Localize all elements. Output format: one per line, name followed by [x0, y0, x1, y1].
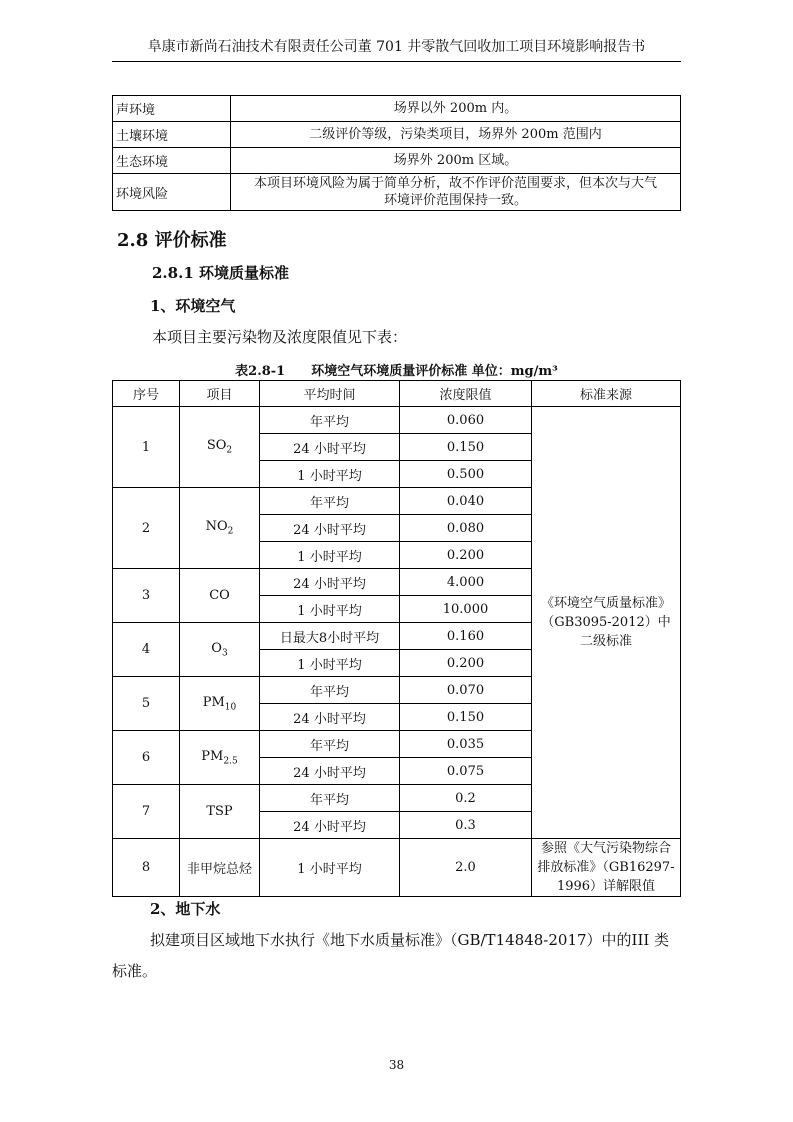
pollutant-name [180, 785, 260, 839]
concentration-limit: 0.500 [400, 461, 532, 488]
evaluation-scope-table [112, 95, 681, 211]
averaging-time: 24 小时平均 [260, 569, 400, 596]
averaging-time: 24 小时平均 [260, 758, 400, 785]
col-header: 序号 [113, 381, 180, 407]
averaging-time: 年平均 [260, 488, 400, 515]
standard-source: 参照《大气污染物综合排放标准》（GB16297-1996）详解限值 [532, 839, 681, 897]
groundwater-text: 拟建项目区域地下水执行《地下水质量标准》（GB/T14848-2017）中的III 类 [150, 931, 670, 949]
col-header: 浓度限值 [400, 381, 532, 407]
pollutant-subscript: 2 [227, 526, 234, 537]
averaging-time: 1 小时平均 [260, 461, 400, 488]
concentration-limit: 0.040 [400, 488, 532, 515]
averaging-time: 1 小时平均 [260, 650, 400, 677]
col-header: 平均时间 [260, 381, 400, 407]
scope-key: 土壤环境 [113, 122, 231, 148]
subsection-heading: 2.8.1 环境质量标准 [152, 264, 289, 282]
pollutant-subscript: 10 [224, 702, 237, 713]
table-caption: 表2.8-1 环境空气环境质量评价标准 单位：mg/m³ [235, 364, 558, 379]
pollutant-symbol: PM [201, 748, 224, 764]
concentration-limit: 0.200 [400, 542, 532, 569]
pollutant-symbol: 非甲烷总烃 [186, 862, 252, 877]
concentration-limit: 0.060 [400, 407, 532, 434]
pollutant-subscript: 2.5 [223, 756, 238, 767]
concentration-limit: 2.0 [400, 839, 532, 897]
table-row [113, 174, 681, 211]
scope-value: 场界以外 200m 内。 [231, 96, 681, 122]
pollutant-symbol: PM [202, 694, 225, 710]
pollutant-name [180, 623, 260, 677]
pollutant-name [180, 569, 260, 623]
averaging-time: 年平均 [260, 407, 400, 434]
groundwater-text-cont: 标准。 [112, 962, 158, 980]
scope-value: 场界外 200m 区域。 [231, 148, 681, 174]
groundwater-heading: 2、地下水 [150, 900, 221, 918]
averaging-time: 1 小时平均 [260, 542, 400, 569]
pollutant-name [180, 839, 260, 897]
averaging-time: 日最大8小时平均 [260, 623, 400, 650]
averaging-time: 24 小时平均 [260, 434, 400, 461]
row-number: 1 [113, 407, 180, 488]
row-number: 3 [113, 569, 180, 623]
pollutant-symbol: SO [206, 438, 227, 454]
pollutant-subscript: 3 [221, 648, 228, 659]
scope-key: 生态环境 [113, 148, 231, 174]
concentration-limit: 0.200 [400, 650, 532, 677]
concentration-limit: 0.080 [400, 515, 532, 542]
page-number: 38 [388, 1058, 405, 1072]
concentration-limit: 10.000 [400, 596, 532, 623]
concentration-limit: 0.075 [400, 758, 532, 785]
scope-value: 二级评价等级，污染类项目，场界外 200m 范围内 [231, 122, 681, 148]
pollutant-name [180, 407, 260, 488]
averaging-time: 年平均 [260, 677, 400, 704]
table-header-row [113, 381, 681, 407]
averaging-time: 年平均 [260, 731, 400, 758]
table-row [113, 839, 681, 897]
concentration-limit: 0.160 [400, 623, 532, 650]
section-heading: 2.8 评价标准 [117, 230, 227, 251]
scope-value: 本项目环境风险为属于简单分析，故不作评价范围要求，但本次与大气环境评价范围保持一致。 [231, 174, 681, 211]
averaging-time: 24 小时平均 [260, 515, 400, 542]
concentration-limit: 0.070 [400, 677, 532, 704]
row-number: 5 [113, 677, 180, 731]
averaging-time: 24 小时平均 [260, 704, 400, 731]
row-number: 6 [113, 731, 180, 785]
averaging-time: 24 小时平均 [260, 812, 400, 839]
concentration-limit: 4.000 [400, 569, 532, 596]
row-number: 2 [113, 488, 180, 569]
air-quality-table [112, 380, 681, 897]
averaging-time: 1 小时平均 [260, 596, 400, 623]
table-row [113, 122, 681, 148]
concentration-limit: 0.2 [400, 785, 532, 812]
table-row [113, 407, 681, 434]
pollutant-symbol: NO [205, 519, 228, 535]
pollutant-name [180, 677, 260, 731]
averaging-time: 年平均 [260, 785, 400, 812]
table-row [113, 148, 681, 174]
row-number: 7 [113, 785, 180, 839]
scope-key: 声环境 [113, 96, 231, 122]
pollutant-symbol: O [211, 640, 222, 656]
averaging-time: 1 小时平均 [260, 839, 400, 897]
concentration-limit: 0.3 [400, 812, 532, 839]
pollutant-name [180, 488, 260, 569]
running-header: 阜康市新尚石油技术有限责任公司董 701 井零散气回收加工项目环境影响报告书 [112, 36, 681, 62]
concentration-limit: 0.035 [400, 731, 532, 758]
concentration-limit: 0.150 [400, 704, 532, 731]
col-header: 项目 [180, 381, 260, 407]
pollutant-subscript: 2 [226, 445, 233, 456]
table-row [113, 96, 681, 122]
pollutant-name [180, 731, 260, 785]
air-heading: 1、环境空气 [150, 297, 236, 315]
air-intro: 本项目主要污染物及浓度限值见下表： [152, 328, 408, 346]
scope-key: 环境风险 [113, 174, 231, 211]
concentration-limit: 0.150 [400, 434, 532, 461]
col-header: 标准来源 [532, 381, 681, 407]
row-number: 8 [113, 839, 180, 897]
row-number: 4 [113, 623, 180, 677]
standard-source: 《环境空气质量标准》（GB3095-2012）中二级标准 [532, 407, 681, 839]
pollutant-symbol: TSP [206, 804, 233, 819]
pollutant-symbol: CO [209, 588, 230, 603]
